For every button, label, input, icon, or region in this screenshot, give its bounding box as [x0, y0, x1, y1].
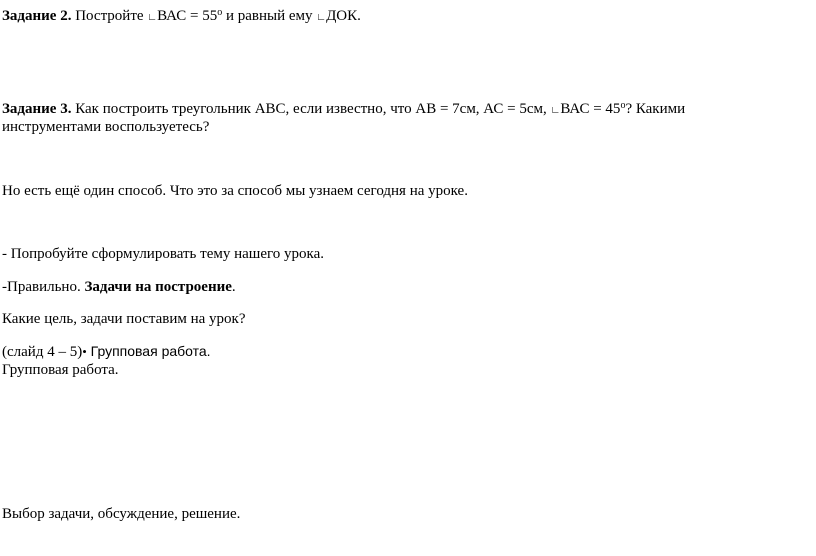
task2-label: Задание 2.: [2, 8, 72, 24]
degree-symbol-3: o: [620, 100, 626, 111]
task3-text-a: Как построить треугольник АВС, если известно, что АВ = 7см, АС = 5см,: [71, 101, 551, 117]
para-goals: Какие цель, задачи поставим на урок?: [2, 311, 246, 327]
task2-text-d: ДОК.: [326, 8, 361, 24]
task3-label: Задание 3.: [2, 101, 72, 117]
angle-symbol-2: ∟: [316, 12, 327, 23]
para-slide: [2, 342, 211, 361]
degree-symbol: o: [217, 7, 223, 18]
task3-text-c: ? Какими: [625, 101, 686, 117]
task3-line: [2, 97, 685, 120]
task3-text-b: ВАС = 45: [560, 101, 621, 117]
task3-line2: инструментами воспользуетесь?: [2, 119, 210, 135]
group-work-label: Групповая работа.: [86, 343, 211, 359]
para-correct-prefix: -Правильно.: [2, 279, 85, 295]
lesson-topic: Задачи на построение: [84, 279, 232, 295]
slide-ref: (слайд 4 – 5): [2, 344, 83, 360]
task2-text-c: и равный ему: [222, 8, 317, 24]
para-topic: - Попробуйте сформулировать тему нашего урока.: [2, 246, 324, 262]
task2-text-a: Постройте: [71, 8, 148, 24]
para-correct-suffix: .: [231, 279, 236, 295]
angle-symbol: ∟: [147, 12, 158, 23]
angle-symbol-3: ∟: [550, 105, 561, 116]
para-choice: Выбор задачи, обсуждение, решение.: [2, 506, 241, 522]
task2-text-b: ВАС = 55: [157, 8, 218, 24]
para-correct: [2, 278, 236, 296]
bullet-icon: •: [82, 344, 87, 359]
para-group: Групповая работа.: [2, 362, 119, 378]
task2-line: [2, 4, 361, 27]
para-method: Но есть ещё один способ. Что это за способ мы узнаем сегодня на уроке.: [2, 183, 468, 199]
